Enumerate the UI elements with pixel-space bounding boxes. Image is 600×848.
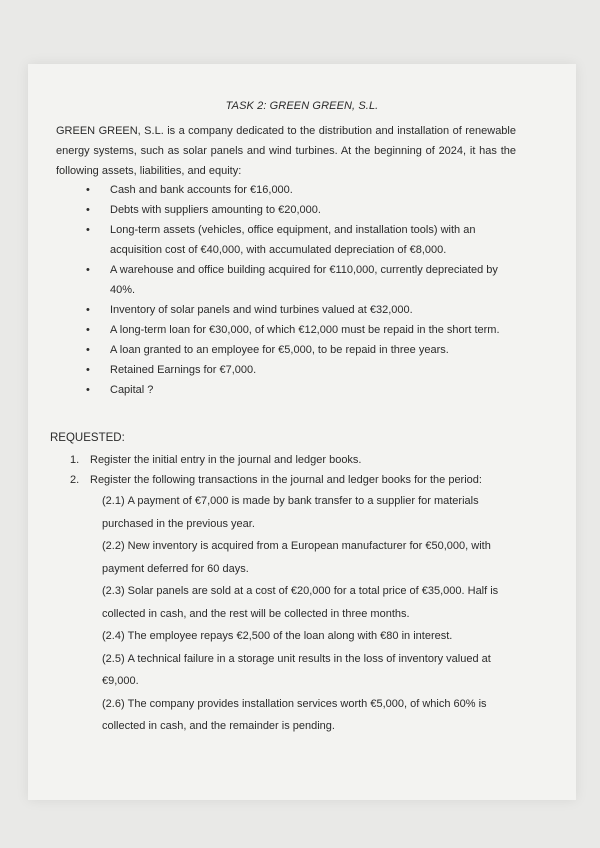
transaction-text: A payment of €7,000 is made by bank transfer to a supplier for materials purchased in the previous year. [102, 495, 479, 530]
list-item: • Debts with suppliers amounting to €20,000. [86, 200, 516, 220]
transaction-text: A technical failure in a storage unit results in the loss of inventory valued at €9,000. [102, 652, 491, 687]
list-item: • Inventory of solar panels and wind turbines valued at €32,000. [86, 300, 516, 320]
task-text: Register the initial entry in the journal and ledger books. [90, 454, 362, 466]
transaction-item [102, 648, 520, 693]
transaction-code: (2.5) [102, 652, 125, 665]
transaction-text: The company provides installation services worth €5,000, of which 60% is collected in cash, and the remainder is pending. [102, 697, 487, 732]
list-item: • Long-term assets (vehicles, office equipment, and installation tools) with an acquisition cost of €40,000, with accumulated depreciation of €8,000. [86, 220, 516, 260]
requested-task-list [70, 450, 520, 738]
transaction-text: Solar panels are sold at a cost of €20,000 for a total price of €35,000. Half is collected in cash, and the rest will be collected in three months. [102, 585, 499, 620]
task-item [70, 470, 520, 738]
transaction-code: (2.6) [102, 697, 125, 710]
transaction-item [102, 490, 520, 535]
transaction-item [102, 580, 520, 625]
list-item: • Capital ? [86, 380, 516, 400]
transaction-text: New inventory is acquired from a European manufacturer for €50,000, with payment deferred for 60 days. [102, 540, 491, 575]
transaction-code: (2.3) [102, 585, 125, 597]
transaction-item [102, 625, 520, 648]
transaction-code: (2.1) [102, 495, 125, 507]
task-text: Register the following transactions in the journal and ledger books for the period: [90, 474, 482, 486]
requested-heading: REQUESTED: [50, 432, 125, 444]
transaction-text: The employee repays €2,500 of the loan along with €80 in interest. [127, 630, 453, 642]
intro-paragraph: GREEN GREEN, S.L. is a company dedicated to the distribution and installation of renewable energy systems, such as solar panels and wind turbines. At the beginning of 2024, it has the following assets, liabilities, and equity: [56, 125, 516, 177]
list-item: • Cash and bank accounts for €16,000. [86, 180, 516, 200]
list-item: • Retained Earnings for €7,000. [86, 360, 516, 380]
document-title: TASK 2: GREEN GREEN, S.L. [225, 100, 379, 112]
transaction-code: (2.2) [102, 540, 125, 552]
task-number: 2. [70, 474, 80, 486]
list-item: • A loan granted to an employee for €5,000, to be repaid in three years. [86, 340, 516, 360]
task-item [70, 450, 520, 470]
transaction-code: (2.4) [102, 630, 125, 642]
task-number: 1. [70, 454, 80, 466]
transaction-item [102, 535, 520, 580]
list-item: • A warehouse and office building acquired for €110,000, currently depreciated by 40%. [86, 260, 516, 300]
balance-items-list [86, 180, 516, 400]
document-page [28, 64, 576, 800]
transaction-item [102, 693, 520, 738]
transaction-list [90, 490, 520, 738]
list-item: • A long-term loan for €30,000, of which €12,000 must be repaid in the short term. [86, 320, 516, 340]
